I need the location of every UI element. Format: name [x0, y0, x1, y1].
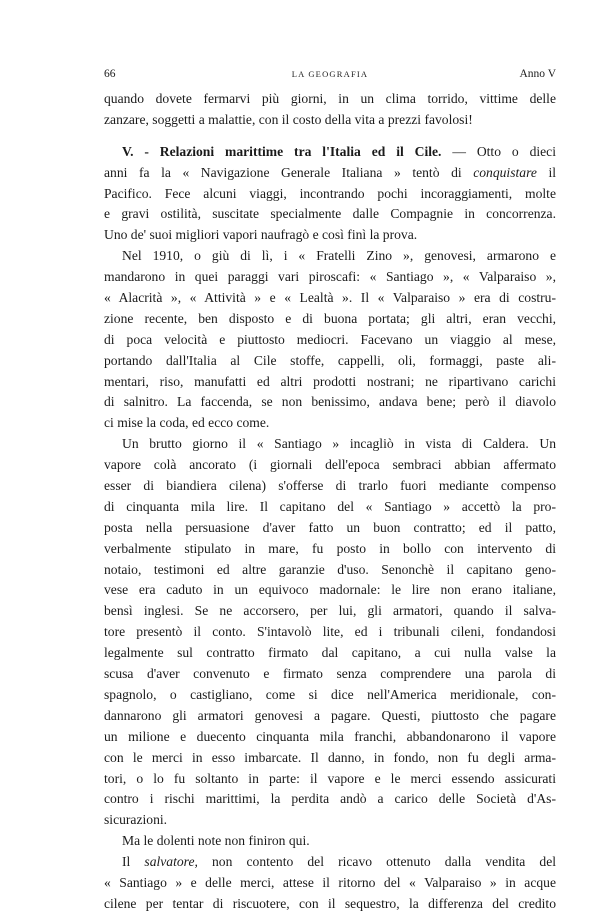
- section-gap: [104, 131, 556, 142]
- text-line: contro i rischi marittimi, la perdita andò a carico delle Società d'As-: [104, 791, 556, 807]
- continuation-paragraph: [104, 89, 556, 131]
- text-line: esser di biandiera cilena) s'offerse di trarlo fuori mediante compenso: [104, 478, 556, 494]
- text-line: legalmente sul contratto firmato dal capitano, a cui nulla valse la: [104, 645, 556, 661]
- text-line: bensì inglesi. Se ne accorsero, per lui, gli armatori, quando il salva-: [104, 603, 556, 619]
- text-line: « Santiago » e delle merci, attese il ritorno del « Valparaiso » in acque: [104, 874, 556, 890]
- text-line: un milione e duecento cinquanta mila franchi, abbandonarono il vapore: [104, 728, 556, 744]
- text-line: spagnolo, o castigliano, come si dice nell'America meridionale, con-: [104, 686, 556, 702]
- page-number: 66: [104, 68, 116, 80]
- text-line: mandarono in quei paraggi vari piroscafi: « Santiago », « Valparaiso »,: [104, 269, 556, 285]
- text-fragment: non contento del ricavo ottenuto dalla vendita del: [197, 854, 557, 870]
- text-line: Ma le dolenti note non finiron qui.: [122, 833, 310, 849]
- italic-word: salvatore,: [144, 854, 198, 870]
- paragraph: [104, 852, 556, 915]
- text-line: scusa d'aver convenuto e firmato senza comprendere una parola di: [104, 666, 556, 682]
- text-line: di salnitro. La faccenda, se non benissimo, andava bene; però il diavolo: [104, 394, 556, 410]
- section-heading-line: [104, 142, 556, 163]
- paragraph: [104, 434, 556, 831]
- paragraph: [104, 831, 556, 852]
- text-line: Uno de' suoi migliori vapori naufragò e così finì la prova.: [104, 227, 418, 243]
- italic-word: conquistare: [473, 164, 537, 180]
- text-line: Un brutto giorno il « Santiago » incagliò in vista di Caldera. Un: [122, 436, 556, 452]
- text-line: vapore colà ancorato (i giornali dell'epoca sembraci abbian affermato: [104, 457, 556, 473]
- text-line: Nel 1910, o giù di lì, i « Fratelli Zino », genovesi, armarono e: [122, 248, 556, 264]
- text-line: ci mise la coda, ed ecco come.: [104, 415, 270, 431]
- text-line: cilene per tentar di riscuotere, con il sequestro, la differenza del credito: [104, 895, 556, 911]
- text-line: mentari, riso, manufatti ed altri prodotti nostrani; ne ripartivano carichi: [104, 373, 556, 389]
- text-line: zione recente, ben disposto e di buona portata; gli altri, eran vecchi,: [104, 310, 556, 326]
- paragraph: [104, 246, 556, 434]
- section-title: V. - Relazioni marittime tra l'Italia ed il Cile.: [122, 143, 442, 159]
- section-paragraph: [104, 142, 556, 246]
- text-line: di cinquanta mila lire. Il capitano del « Santiago » accettò la pro-: [104, 498, 556, 514]
- text-fragment: — Otto o dieci: [452, 143, 556, 159]
- text-line: dannarono gli armatori genovesi a pagare. Questi, piuttosto che pagare: [104, 707, 556, 723]
- text-line: notaio, testimoni ed altre garanzie d'uso. Senonchè il capitano geno-: [104, 561, 556, 577]
- text-line: posta nella persuasione d'aver fatto un buon contratto; ed il patto,: [104, 519, 556, 535]
- text-line: vese era caduto in un equivoco madornale: le lire non erano italiane,: [104, 582, 556, 598]
- text-fragment: anni fa la « Navigazione Generale Italiana » tentò di: [104, 164, 474, 180]
- book-page: [104, 68, 556, 915]
- text-line: con le merci in esso imbarcate. Il danno, in fondo, non fu degli arma-: [104, 749, 556, 765]
- text-line: verbalmente stipulato in mare, fu posto in bollo con intervento di: [104, 540, 556, 556]
- text-line: portando dall'Italia al Cile stoffe, cappelli, oli, formaggi, paste ali-: [104, 352, 556, 368]
- text-line: zanzare, soggetti a malattie, con il costo della vita a prezzi favolosi!: [104, 111, 473, 127]
- text-line: di poca velocità e piuttosto mediocri. Facevano un viaggio al mese,: [104, 331, 556, 347]
- volume-label: Anno V: [519, 68, 556, 80]
- text-line: [104, 852, 556, 873]
- page-header: [104, 68, 556, 84]
- text-line: tore presentò il conto. S'intavolò lite, ed i tribunali cileni, fondandosi: [104, 624, 556, 640]
- running-title: LA GEOGRAFIA: [291, 69, 369, 79]
- text-line: sicurazioni.: [104, 812, 168, 828]
- text-line: Pacifico. Fece alcuni viaggi, incontrando pochi incoraggiamenti, molte: [104, 185, 556, 201]
- text-line: tori, o lo fu soltanto in parte: il vapore e le merci essendo assicurati: [104, 770, 556, 786]
- text-fragment: il: [536, 164, 557, 180]
- text-line: [104, 163, 556, 184]
- text-line: quando dovete fermarvi più giorni, in un clima torrido, vittime delle: [104, 91, 556, 106]
- text-fragment: Il: [122, 854, 145, 870]
- text-line: e gravi ostilità, suscitate specialmente dalle Compagnie in concorrenza.: [104, 206, 556, 222]
- text-line: « Alacrità », « Attività » e « Lealtà ». Il « Valparaiso » era di costru-: [104, 290, 556, 306]
